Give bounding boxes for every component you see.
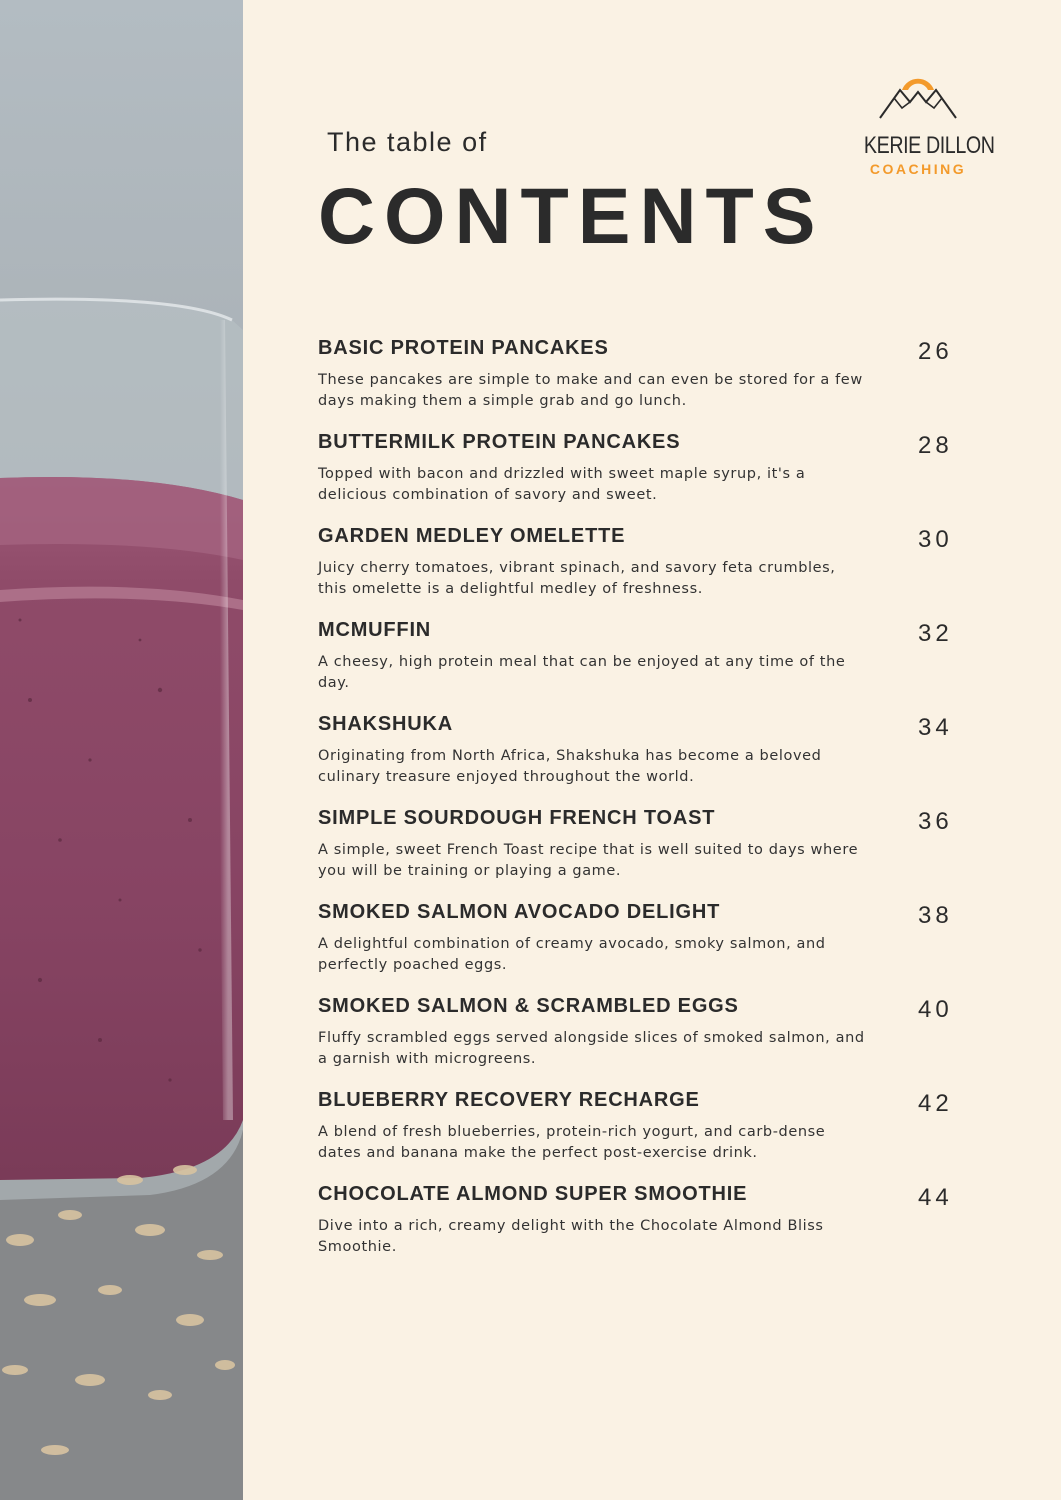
page-title: CONTENTS <box>318 171 825 260</box>
entry-page-number: 26 <box>918 338 953 365</box>
entry-title: CHOCOLATE ALMOND SUPER SMOOTHIE <box>318 1183 748 1205</box>
entry-description: Dive into a rich, creamy delight with the Chocolate Almond Bliss Smoothie. <box>318 1218 824 1255</box>
entry-description: Fluffy scrambled eggs served alongside slices of smoked salmon, and a garnish with microgreens. <box>318 1030 865 1067</box>
contents-entry[interactable] <box>318 618 978 712</box>
contents-list <box>318 336 978 1276</box>
entry-title: SHAKSHUKA <box>318 713 453 735</box>
contents-entry[interactable] <box>318 524 978 618</box>
entry-title: BLUEBERRY RECOVERY RECHARGE <box>318 1089 700 1111</box>
entry-title: GARDEN MEDLEY OMELETTE <box>318 525 626 547</box>
contents-entry[interactable] <box>318 1088 978 1182</box>
logo-subtitle: COACHING <box>869 161 967 177</box>
entry-title: SMOKED SALMON & SCRAMBLED EGGS <box>318 995 739 1017</box>
entry-description: Originating from North Africa, Shakshuka has become a beloved culinary treasure enjoyed throughout the world. <box>318 748 822 785</box>
smoothie-glass-illustration <box>0 0 243 1500</box>
page-subtitle: The table of <box>327 127 488 157</box>
entry-description: These pancakes are simple to make and can even be stored for a few days making them a simple grab and go lunch. <box>318 372 863 409</box>
entry-description: Topped with bacon and drizzled with sweet maple syrup, it's a delicious combination of savory and sweet. <box>318 466 806 503</box>
contents-entry[interactable] <box>318 806 978 900</box>
entry-page-number: 44 <box>918 1184 953 1211</box>
contents-entry[interactable] <box>318 430 978 524</box>
smoothie-glass-photo <box>0 0 243 1500</box>
entry-page-number: 34 <box>918 714 953 741</box>
contents-entry[interactable] <box>318 712 978 806</box>
entry-page-number: 32 <box>918 620 953 647</box>
entry-description: A simple, sweet French Toast recipe that is well suited to days where you will be training or playing a game. <box>318 842 859 879</box>
entry-description: A cheesy, high protein meal that can be enjoyed at any time of the day. <box>318 654 846 691</box>
entry-description: A blend of fresh blueberries, protein-rich yogurt, and carb-dense dates and banana make the perfect post-exercise drink. <box>318 1124 826 1161</box>
brand-logo <box>852 68 995 184</box>
logo-name: KERIE DILLON <box>863 132 995 159</box>
mountain-sun-icon <box>878 68 958 130</box>
contents-entry[interactable] <box>318 994 978 1088</box>
entry-page-number: 28 <box>918 432 953 459</box>
contents-entry[interactable] <box>318 900 978 994</box>
entry-page-number: 38 <box>918 902 953 929</box>
entry-page-number: 30 <box>918 526 953 553</box>
entry-title: SMOKED SALMON AVOCADO DELIGHT <box>318 901 721 923</box>
entry-title: BASIC PROTEIN PANCAKES <box>318 337 609 359</box>
entry-page-number: 40 <box>918 996 953 1023</box>
entry-description: Juicy cherry tomatoes, vibrant spinach, and savory feta crumbles, this omelette is a delightful medley of freshness. <box>318 560 836 597</box>
contents-entry[interactable] <box>318 1182 978 1276</box>
entry-title: MCMUFFIN <box>318 619 432 641</box>
entry-title: BUTTERMILK PROTEIN PANCAKES <box>318 431 681 453</box>
entry-page-number: 36 <box>918 808 953 835</box>
entry-page-number: 42 <box>918 1090 953 1117</box>
entry-title: SIMPLE SOURDOUGH FRENCH TOAST <box>318 807 716 829</box>
contents-entry[interactable] <box>318 336 978 430</box>
entry-description: A delightful combination of creamy avocado, smoky salmon, and perfectly poached eggs. <box>318 936 826 973</box>
